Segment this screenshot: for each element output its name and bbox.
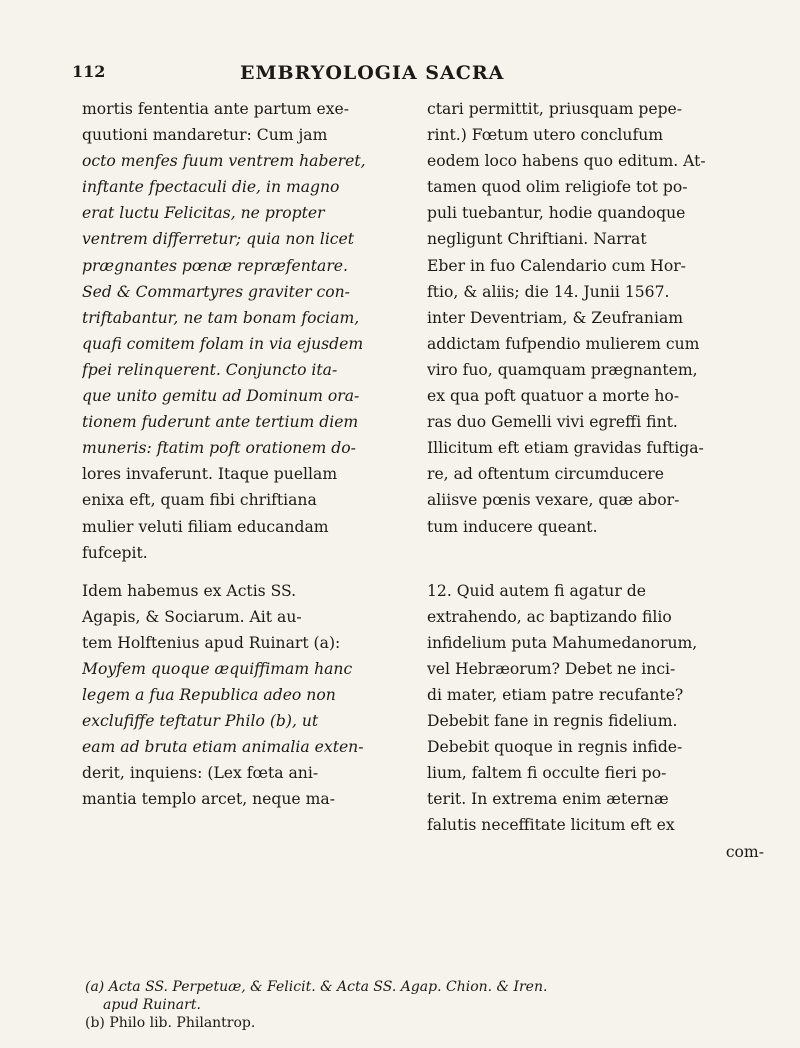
text-line: aliisve pœnis vexare, quæ abor-	[427, 491, 680, 510]
text-line: tamen quod olim religiofe tot po-	[427, 178, 688, 197]
text-line: exclufiffe teftatur Philo (b), ut	[82, 712, 319, 731]
text-line: legem a fua Republica adeo non	[82, 686, 336, 705]
page-header	[72, 62, 752, 86]
text-line: puli tuebantur, hodie quandoque	[427, 204, 686, 223]
text-line: quutioni mandaretur: Cum jam	[82, 126, 328, 145]
catchword: com-	[725, 842, 764, 861]
text-line: ftio, & aliis; die 14. Junii 1567.	[427, 282, 670, 301]
text-line: que unito gemitu ad Dominum ora-	[82, 387, 360, 406]
right-column	[427, 96, 764, 865]
text-line: 12. Quid autem fi agatur de	[427, 581, 646, 600]
text-line: mulier veluti filiam educandam	[82, 517, 329, 536]
footnote-a: (a) Acta SS. Perpetuæ, & Felicit. & Acta SS. Agap. Chion. & Iren.	[85, 979, 548, 995]
text-line: lores invaferunt. Itaque puellam	[82, 465, 338, 484]
text-line: tionem fuderunt ante tertium diem	[82, 413, 359, 432]
text-line: muneris: ftatim poft orationem do-	[82, 439, 356, 458]
text-line: mantia templo arcet, neque ma-	[82, 790, 335, 809]
text-line: inftante fpectaculi die, in magno	[82, 178, 340, 197]
text-line: di mater, etiam patre recufante?	[427, 685, 684, 704]
text-line: ex qua poft quatuor a morte ho-	[427, 387, 680, 406]
text-line: Illicitum eft etiam gravidas fuftiga-	[427, 439, 704, 458]
text-line: negligunt Chriftiani. Narrat	[427, 230, 647, 249]
text-line: rint.) Fœtum utero conclufum	[427, 126, 664, 145]
text-line: derit, inquiens: (Lex fœta ani-	[82, 764, 319, 783]
text-line: Debebit fane in regnis fidelium.	[427, 712, 678, 731]
running-title: EMBRYOLOGIA SACRA	[240, 62, 505, 84]
text-line: prægnantes pœnæ repræfentare.	[82, 256, 348, 275]
text-line: tum inducere queant.	[427, 517, 598, 536]
text-line: extrahendo, ac baptizando filio	[427, 607, 672, 626]
text-line: erat luctu Felicitas, ne propter	[82, 204, 325, 223]
text-line: Eber in fuo Calendario cum Hor-	[427, 256, 686, 275]
text-line: inter Deventriam, & Zeufraniam	[427, 308, 684, 327]
text-line: ventrem differretur; quia non licet	[82, 230, 355, 249]
text-line: octo menfes fuum ventrem haberet,	[82, 152, 366, 171]
text-line: viro fuo, quamquam prægnantem,	[427, 360, 698, 379]
footnotes	[85, 978, 765, 1032]
right-paragraph-2	[427, 578, 764, 865]
text-line: re, ad oftentum circumducere	[427, 465, 664, 484]
text-line: fpei relinquerent. Conjuncto ita-	[82, 360, 338, 379]
text-line: Moyfem quoque æquiffimam hanc	[82, 659, 353, 678]
right-paragraph-1	[427, 96, 764, 540]
text-line: addictam fufpendio mulierem cum	[427, 334, 700, 353]
text-line: enixa eft, quam fibi chriftiana	[82, 491, 317, 510]
text-line: Idem habemus ex Actis SS.	[82, 581, 297, 600]
text-line: ras duo Gemelli vivi egreffi fint.	[427, 413, 678, 432]
text-line: infidelium puta Mahumedanorum,	[427, 633, 698, 652]
text-line: terit. In extrema enim æternæ	[427, 790, 669, 809]
text-line: lium, faltem fi occulte fieri po-	[427, 764, 667, 783]
text-line: Agapis, & Sociarum. Ait au-	[82, 607, 302, 626]
text-line: mortis fententia ante partum exe-	[82, 100, 350, 118]
text-line: vel Hebræorum? Debet ne inci-	[427, 659, 676, 678]
text-line: tem Holftenius apud Ruinart (a):	[82, 633, 341, 652]
footnote-b: (b) Philo lib. Philantrop.	[85, 1015, 256, 1031]
text-line: Sed & Commartyres graviter con-	[82, 282, 350, 301]
text-line: quafi comitem folam in via ejusdem	[82, 334, 364, 353]
left-column	[82, 96, 420, 813]
text-line: eam ad bruta etiam animalia exten-	[82, 738, 364, 757]
text-line: falutis neceffitate licitum eft ex	[427, 816, 675, 835]
text-line: triftabantur, ne tam bonam fociam,	[82, 308, 360, 327]
page-number: 112	[72, 62, 106, 81]
text-line: fufcepit.	[82, 543, 148, 562]
text-line: ctari permittit, priusquam pepe-	[427, 100, 683, 118]
left-paragraph-2	[82, 578, 420, 813]
text-line: Debebit quoque in regnis infide-	[427, 738, 683, 757]
footnote-a-continuation: apud Ruinart.	[103, 997, 201, 1013]
left-paragraph-1	[82, 96, 420, 566]
text-line: eodem loco habens quo editum. At-	[427, 152, 706, 171]
